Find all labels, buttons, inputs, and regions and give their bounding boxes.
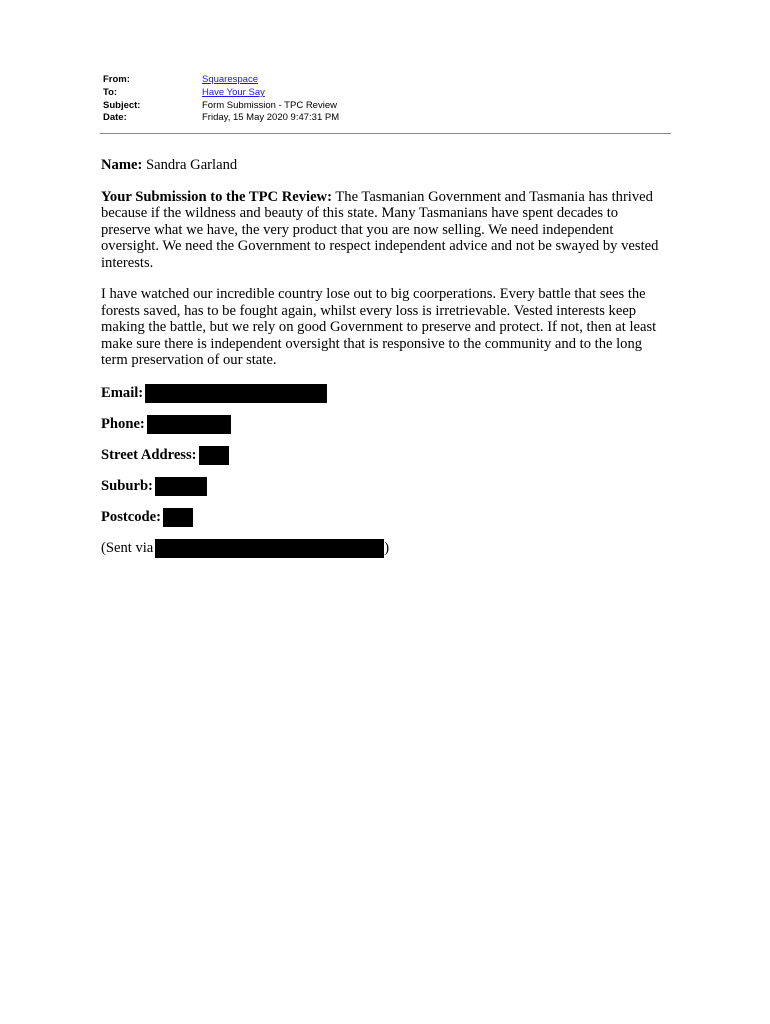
name-value: Sandra Garland	[142, 157, 238, 173]
message-body	[101, 157, 671, 570]
sent-via-prefix: (Sent via	[101, 539, 154, 556]
date-label: Date:	[103, 112, 127, 124]
second-paragraph: I have watched our incredible country lose out to big coorperations. Every battle that sees the forests saved, has to be fought again, whilst every loss is irretrievable. Vested interests keep making the battle, but we rely on good Government to preserve and protect. If not, then at least make sure there is independent oversight that is responsive to the community and to the long term preservation of our state.	[101, 286, 657, 368]
postcode-label: Postcode:	[101, 508, 161, 525]
street-redaction	[199, 446, 229, 465]
date-row	[103, 112, 671, 125]
phone-field-row	[101, 415, 671, 446]
date-value: Friday, 15 May 2020 9:47:31 PM	[202, 112, 340, 124]
email-field-row	[101, 384, 671, 415]
to-row	[103, 87, 671, 100]
name-paragraph	[101, 157, 671, 174]
postcode-redaction	[163, 508, 193, 527]
street-field-row	[101, 446, 671, 477]
subject-label: Subject:	[103, 99, 141, 111]
submission-label: Your Submission to the TPC Review:	[101, 188, 332, 205]
subject-row	[103, 100, 671, 113]
submission-paragraph	[101, 189, 671, 272]
phone-label: Phone:	[101, 415, 145, 432]
email-header	[103, 74, 671, 125]
suburb-redaction	[155, 477, 207, 496]
street-label: Street Address:	[101, 446, 197, 463]
from-row	[103, 74, 671, 87]
suburb-field-row	[101, 477, 671, 508]
sent-via-row	[101, 539, 671, 570]
subject-value: Form Submission - TPC Review	[202, 99, 337, 111]
submission-text: The Tasmanian Government and Tasmania has thrived because if the wildness and beauty of this state. Many Tasmanians have spent decades to preserve what we have, the very product that you are now selling. We need independent oversight. We need the Government to respect independent advice and not be swayed by vested interests.	[101, 188, 659, 271]
header-divider	[100, 133, 671, 134]
from-label: From:	[103, 74, 130, 85]
to-label: To:	[103, 86, 118, 98]
sent-via-suffix: )	[384, 539, 390, 556]
suburb-label: Suburb:	[101, 477, 153, 494]
from-link[interactable]: Squarespace	[202, 74, 258, 85]
sent-via-redaction	[155, 539, 384, 558]
phone-redaction	[147, 415, 231, 434]
postcode-field-row	[101, 508, 671, 539]
email-label: Email:	[101, 384, 144, 401]
to-link[interactable]: Have Your Say	[202, 86, 265, 98]
name-label: Name:	[101, 157, 143, 173]
email-redaction	[145, 384, 327, 403]
